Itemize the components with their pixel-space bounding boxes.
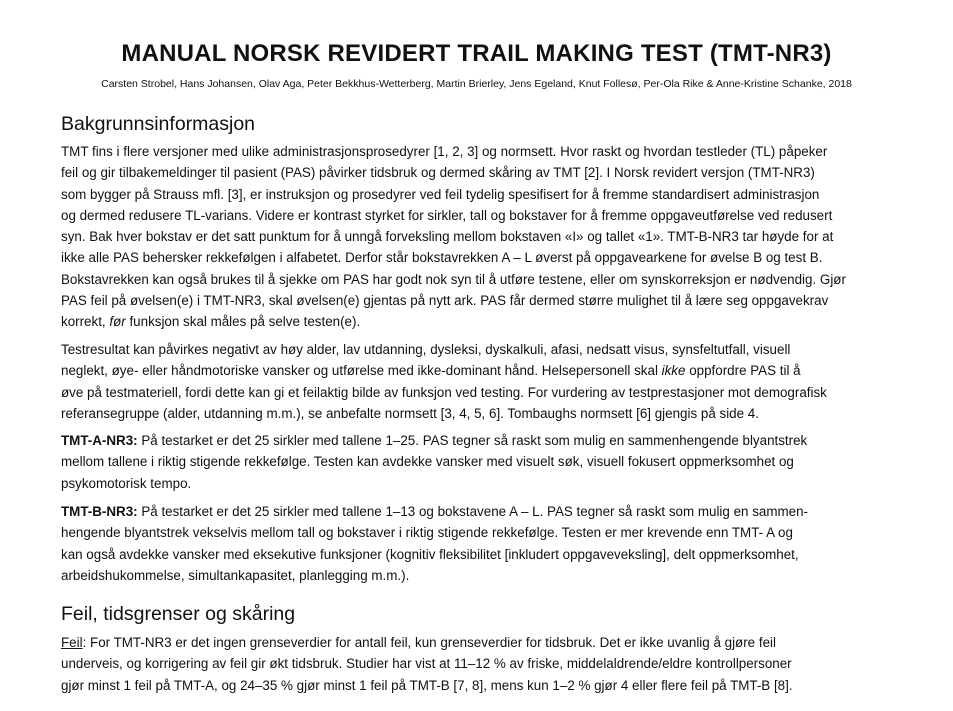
text-segment: På testarket er det 25 sirkler med tallene 1–25. PAS tegner så raskt som mulig en sammenhengende blyantstrek (137, 433, 808, 448)
text-line: mellom tallene i riktig stigende rekkefølge. Testen kan avdekke vansker med visuelt søk, visuell fokusert oppmerksomhet og (61, 454, 794, 470)
text-line: øve på testmateriell, fordi dette kan gi et feilaktig bilde av funksjon ved testing. For vurdering av testprestasjoner mot demografisk (61, 384, 827, 400)
tmt-a-label: TMT-A-NR3: (61, 433, 138, 448)
tmt-b-paragraph (61, 501, 911, 586)
text-line: arbeidshukommelse, simultankapasitet, planlegging m.m.). (61, 567, 410, 583)
section-heading-background: Bakgrunnsinformasjon (61, 113, 256, 135)
text-line (61, 360, 911, 381)
text-line (61, 501, 911, 522)
text-line: syn. Bak hver bokstav er det satt punktum for å unngå forveksling mellom bokstaven «I» og tallet «1». TMT-B-NR3 tar høyde for at (61, 229, 834, 245)
text-segment: På testarket er det 25 sirkler med tallene 1–13 og bokstavene A – L. PAS tegner så raskt som mulig en sammen- (137, 504, 808, 519)
background-paragraph-1 (61, 141, 911, 333)
text-segment: funksjon skal måles på selve testen(e). (125, 314, 361, 330)
text-line: PAS feil på øvelsen(e) i TMT-NR3, skal øvelsen(e) gjentas på nytt ark. PAS får dermed større mulighet til å lære seg oppgavekrav (61, 293, 829, 309)
background-paragraph-2 (61, 339, 911, 424)
text-line: og dermed redusere TL-varians. Videre er kontrast styrket for sirkler, tall og bokstaver for å fremme oppgaveutførelse ved redusert (61, 207, 833, 223)
emphasis-text: ikke (661, 363, 686, 379)
text-line: Testresultat kan påvirkes negativt av høy alder, lav utdanning, dysleksi, dyskalkuli, afasi, nedsatt visus, synsfeltutfall, visuell (61, 342, 791, 357)
text-line: referansegruppe (alder, utdanning m.m.), se anbefalte normsett [3, 4, 5, 6]. Tombaughs normsett [6] gjengis på side 4. (61, 405, 759, 421)
text-line: feil og gir tilbakemeldinger til pasient (PAS) påvirker tidsbruk og dermed skåring av TMT [2]. I Norsk revidert versjon (TMT-NR3) (61, 165, 815, 181)
emphasis-text: før (109, 314, 126, 330)
tmt-b-label: TMT-B-NR3: (61, 504, 138, 519)
text-line: gjør minst 1 feil på TMT-A, og 24–35 % gjør minst 1 feil på TMT-B [7, 8], mens kun 1–2 % gjør 4 eller flere feil på TMT-B [8]. (61, 677, 793, 693)
authors-line: Carsten Strobel, Hans Johansen, Olav Aga, Peter Bekkhus-Wetterberg, Martin Brierley, Jens Egeland, Knut Follesø, Per-Ola Rike & Anne-Kristine Schanke, 2018 (101, 78, 852, 90)
text-line (61, 311, 911, 332)
errors-paragraph (61, 632, 911, 696)
text-segment: oppfordre PAS til å (685, 363, 801, 379)
text-segment: neglekt, øye- eller håndmotoriske vansker og utførelse med ikke-dominant hånd. Helsepersonell skal (61, 363, 662, 379)
text-line: TMT fins i flere versjoner med ulike administrasjonsprosedyrer [1, 2, 3] og normsett. Hvor raskt og hvordan testleder (TL) påpeker (61, 144, 828, 159)
text-line (61, 632, 911, 653)
text-line: psykomotorisk tempo. (61, 475, 192, 491)
text-line: kan også avdekke vansker med eksekutive funksjoner (kognitiv fleksibilitet [inkludert oppgaveveksling], delt oppmerksomhet, (61, 546, 799, 562)
text-segment: : For TMT-NR3 er det ingen grenseverdier for antall feil, kun grenseverdier for tidsbruk. Det er ikke uvanlig å gjøre feil (82, 635, 776, 650)
section-heading-errors: Feil, tidsgrenser og skåring (61, 603, 296, 625)
document-title: MANUAL NORSK REVIDERT TRAIL MAKING TEST (TMT-NR3) (121, 40, 832, 67)
tmt-a-paragraph (61, 430, 911, 494)
text-segment: korrekt, (61, 314, 110, 330)
feil-label: Feil (61, 635, 83, 650)
text-line (61, 430, 911, 451)
text-line: som bygger på Strauss mfl. [3], er instruksjon og prosedyrer ved feil tydelig spesifisert for å fremme standardisert administrasjon (61, 186, 820, 202)
text-line: Bokstavrekken kan også brukes til å sjekke om PAS har godt nok syn til å utføre testene, eller om synskorreksjon er nødvendig. Gjør (61, 271, 846, 287)
text-line: hengende blyantstrek vekselvis mellom tall og bokstaver i riktig stigende rekkefølge. Testen er mer krevende enn TMT- A og (61, 525, 793, 541)
text-line: ikke alle PAS behersker rekkefølgen i alfabetet. Derfor står bokstavrekken A – L øverst på oppgavearkene for øvelse B og test B. (61, 250, 823, 266)
text-line: underveis, og korrigering av feil gir økt tidsbruk. Studier har vist at 11–12 % av friske, middelaldrende/eldre kontrollpersoner (61, 656, 792, 672)
